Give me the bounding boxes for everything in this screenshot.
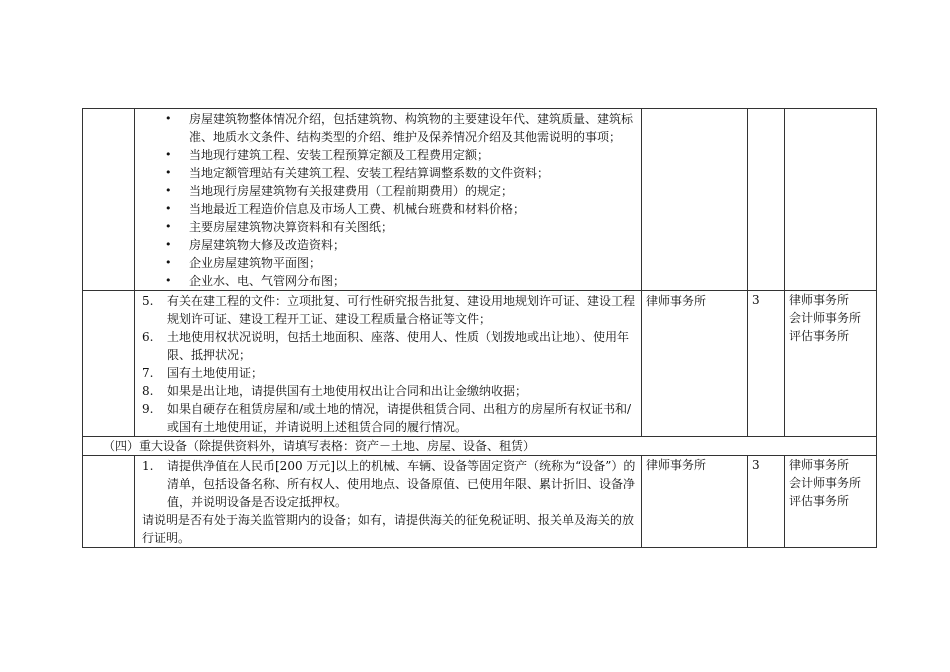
provider-cell: 律师事务所: [642, 456, 748, 548]
list-item: • 当地定额管理站有关建筑工程、安装工程结算调整系数的文件资料；: [165, 166, 550, 180]
bullet-icon: •: [165, 112, 172, 125]
recipients-cell: [785, 109, 877, 291]
provider-cell: [642, 109, 748, 291]
bullet-list: [135, 109, 641, 290]
list-item: • 主要房屋建筑物决算资料和有关图纸；: [165, 220, 394, 234]
index-cell: [83, 109, 135, 291]
list-item: • 当地最近工程造价信息及市场人工费、机械台班费和材料价格；: [165, 202, 526, 216]
table-row: [83, 291, 877, 437]
list-item: 8. 如果是出让地，请提供国有土地使用权出让合同和出让金缴纳收据；: [142, 384, 528, 398]
list-item: • 房屋建筑物整体情况介绍，包括建筑物、构筑物的主要建设年代、建筑质量、建筑标准、地质水文条件、结构类型的介绍、维护及保养情况介绍及其他需说明的事项；: [165, 112, 634, 144]
content-cell: [135, 109, 642, 291]
list-item: • 当地现行建筑工程、安装工程预算定额及工程费用定额；: [165, 148, 490, 162]
list-item: 1. 请提供净值在人民币[200 万元]以上的机械、车辆、设备等固定资产（统称为“设备”）的清单，包括设备名称、所有权人、使用地点、设备原值、已使用年限、累计折旧、设备净值，并说明设备是否设定抵押权。: [142, 459, 636, 509]
recipients-cell: 律师事务所 会计师事务所 评估事务所: [785, 291, 877, 437]
list-item: • 房屋建筑物大修及改造资料；: [165, 238, 346, 252]
list-item: 6. 土地使用权状况说明，包括土地面积、座落、使用人、性质（划拨地或出让地）、使用年限、抵押状况；: [142, 330, 630, 362]
recipients-cell: 律师事务所 会计师事务所 评估事务所: [785, 456, 877, 548]
section-heading: （四）重大设备（除提供资料外，请填写表格：资产－土地、房屋、设备、租赁）: [83, 437, 877, 456]
count-cell: 3: [748, 456, 785, 548]
numbered-list: [135, 456, 641, 511]
list-item: • 企业水、电、气管网分布图；: [165, 274, 346, 288]
bullet-icon: •: [165, 274, 172, 287]
section-heading-row: [83, 437, 877, 456]
index-cell: [83, 456, 135, 548]
provider-cell: 律师事务所: [642, 291, 748, 437]
due-diligence-table: [82, 108, 877, 548]
bullet-icon: •: [165, 256, 172, 269]
list-item: 9. 如果自硬存在租赁房屋和/或土地的情况，请提供租赁合同、出租方的房屋所有权证书和/或国有土地使用证，并请说明上述租赁合同的履行情况。: [142, 402, 632, 434]
note-text: 请说明是否有处于海关监管期内的设备；如有，请提供海关的征免税证明、报关单及海关的放行证明。: [142, 513, 635, 545]
content-cell: [135, 456, 642, 548]
table-row: [83, 456, 877, 548]
bullet-icon: •: [165, 148, 172, 161]
count-cell: [748, 109, 785, 291]
count-cell: 3: [748, 291, 785, 437]
list-item: • 企业房屋建筑物平面图；: [165, 256, 322, 270]
list-item: • 当地现行房屋建筑物有关报建费用（工程前期费用）的规定；: [165, 184, 514, 198]
bullet-icon: •: [165, 166, 172, 179]
bullet-icon: •: [165, 220, 172, 233]
list-item: 5. 有关在建工程的文件：立项批复、可行性研究报告批复、建设用地规划许可证、建设工程规划许可证、建设工程开工证、建设工程质量合格证等文件；: [142, 294, 636, 326]
bullet-icon: •: [165, 202, 172, 215]
bullet-icon: •: [165, 184, 172, 197]
bullet-icon: •: [165, 238, 172, 251]
index-cell: [83, 291, 135, 437]
table-row: [83, 109, 877, 291]
numbered-list: [135, 291, 641, 436]
list-item: 7. 国有土地使用证；: [142, 366, 264, 380]
content-cell: [135, 291, 642, 437]
